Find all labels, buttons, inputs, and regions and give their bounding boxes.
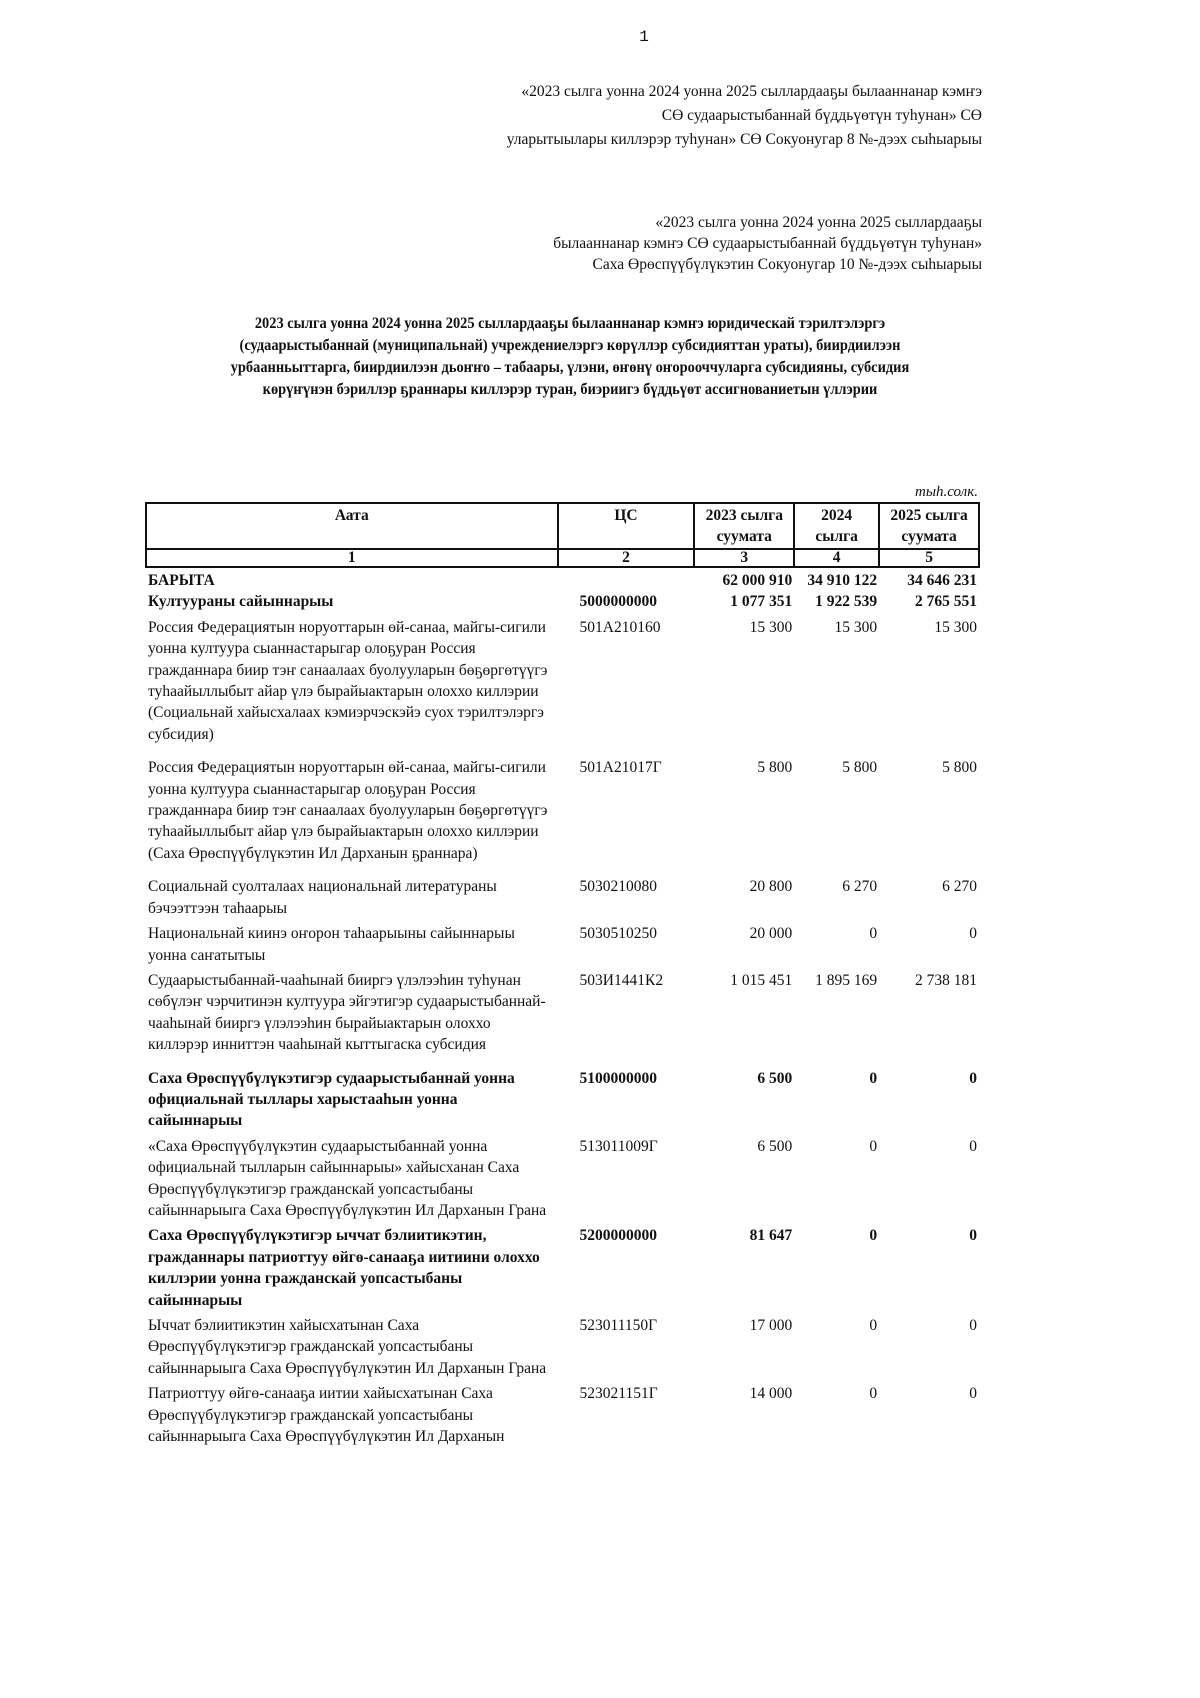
header-2024-line2: сылга xyxy=(815,528,858,545)
table-row xyxy=(146,617,979,757)
row-2025: 6 270 xyxy=(942,878,977,896)
row-name: БАРЫТА xyxy=(148,572,215,589)
row-2023: 17 000 xyxy=(749,1317,793,1334)
row-code: 523011150Г xyxy=(579,1317,658,1334)
row-2025: 0 xyxy=(969,1385,977,1403)
row-2025: 2 738 181 xyxy=(915,971,977,989)
approval-line: «2023 сылга уонна 2024 уонна 2025 сыллардааҕы былааннанар кэмҥэ xyxy=(521,83,982,100)
row-2024: 0 xyxy=(869,1069,878,1087)
row-name: «Саха Өрөспүүбүлүкэтин судаарыстыбаннай уонна официальнай тылларын сайыннарыы» хайысханан Саха Өрөспүүбүлүкэтигэр гражданскай уопсастыбаны сайыннарыыга Саха Өрөспүүбүлүкэтин Ил Дарханын Грана xyxy=(148,1137,547,1219)
table-header-row xyxy=(146,503,979,549)
row-code: 523021151Г xyxy=(579,1385,658,1403)
row-2025: 0 xyxy=(969,1227,977,1245)
table-row-section xyxy=(146,1068,979,1136)
row-2024: 15 300 xyxy=(834,618,878,636)
row-name: Саха Өрөспүүбүлүкэтигэр ыччат бэлиитикэтин, гражданнары патриоттуу өйгө-санааҕа иитиини олоххо киллэрии уонна гражданскай уопсастыбаны сайыннарыы xyxy=(148,1227,540,1309)
table-row-section xyxy=(146,591,979,616)
row-2023: 81 647 xyxy=(749,1227,793,1245)
row-2025: 0 xyxy=(969,1069,977,1087)
row-2024: 0 xyxy=(869,1137,878,1155)
row-2023: 15 300 xyxy=(749,618,793,636)
column-number: 1 xyxy=(146,549,558,567)
approval-line: Саха Өрөспүүбүлүкэтин Сокуонугар 10 №-дээх сыһыарыы xyxy=(592,256,982,273)
row-2024: 1 922 539 xyxy=(815,593,878,611)
row-2023: 20 000 xyxy=(749,925,793,943)
approval-note-law-8 xyxy=(507,80,982,152)
table-row-total xyxy=(146,567,979,591)
row-name: Социальнай суолталаах национальнай литератураны бэчээттээн таһаарыы xyxy=(148,878,497,917)
table-row-section xyxy=(146,1225,979,1315)
header-code: ЦС xyxy=(558,503,695,549)
row-name: Россия Федерациятын норуоттарын өй-санаа, майгы-сигили уонна култуура сыаннастарыгар олоҕуран Россия гражданнара биир тэҥ санаалаах буолууларын бөҕөргөтүүгэ туһаайыллыбыт айар үлэ бырайыактарын олоххо киллэрии (Саха Өрөспүүбүлүкэтин Ил Дарханын ҕраннара) xyxy=(148,759,548,862)
row-2024: 0 xyxy=(869,1385,878,1403)
row-2024: 0 xyxy=(869,925,878,943)
row-name: Ыччат бэлиитикэтин хайысхатынан Саха Өрөспүүбүлүкэтигэр гражданскай уопсастыбаны сайыннарыыга Саха Өрөспүүбүлүкэтин Ил Дарханын Грана xyxy=(148,1317,547,1377)
row-2023: 5 800 xyxy=(757,759,793,777)
header-2024-line1: 2024 xyxy=(821,507,853,524)
header-2024 xyxy=(794,503,879,549)
column-number: 2 xyxy=(558,549,695,567)
row-2023: 1 015 451 xyxy=(730,971,793,989)
row-2025: 0 xyxy=(969,925,977,943)
row-2025: 15 300 xyxy=(934,618,977,636)
row-2025: 2 765 551 xyxy=(915,593,977,611)
row-name: Саха Өрөспүүбүлүкэтигэр судаарыстыбаннай уонна официальнай тыллары харыстааһын уонна сайыннарыы xyxy=(148,1069,515,1130)
table-row xyxy=(146,876,979,923)
table-row xyxy=(146,1136,979,1226)
row-2024: 6 270 xyxy=(842,878,878,896)
row-name: Судаарыстыбаннай-чааһынай бииргэ үлэлээһин туһунан сөбүлэҥ чэрчитинэн култуура эйгэтигэр судаарыстыбаннай-чааһынай бииргэ үлэлээһин бырайыактарын олоххо киллэрэр инниттэн чааһынай кыттыгаска субсидия xyxy=(148,971,546,1054)
table-row xyxy=(146,923,979,970)
column-number: 5 xyxy=(879,549,979,567)
row-name: Национальнай киинэ оҥорон таһаарыыны сайыннарыы уонна саҥатытыы xyxy=(148,925,515,964)
row-name: Россия Федерациятын норуоттарын өй-санаа, майгы-сигили уонна култуура сыаннастарыгар олоҕуран Россия гражданнара биир тэҥ санаалаах буолууларын бөҕөргөтүүгэ туһаайыллыбыт айар үлэ бырайыактарын олоххо киллэрии (Социальнай хайысхалаах кэмиэрчэскэйэ суох тэрилтэлэргэ субсидия) xyxy=(148,618,548,743)
approval-note-law-10 xyxy=(553,212,982,275)
header-2025-line1: 2025 сылга xyxy=(890,507,968,524)
header-2025 xyxy=(879,503,979,549)
row-2023: 14 000 xyxy=(749,1385,793,1403)
column-number: 4 xyxy=(794,549,879,567)
row-2024: 0 xyxy=(869,1227,878,1245)
row-code: 5200000000 xyxy=(579,1227,658,1245)
row-2025: 0 xyxy=(969,1317,977,1334)
title-line: урбаанньыттарга, биирдиилээн дьоҥҥо – табаары, үлэни, өҥөнү оҥорооччуларга субсидияны, субсидия xyxy=(230,359,910,376)
row-2023: 1 077 351 xyxy=(730,593,793,611)
approval-line: былааннанар кэмҥэ СӨ судаарыстыбаннай бүддьүөтүн туһунан» xyxy=(553,235,982,252)
row-2023: 20 800 xyxy=(749,878,793,896)
row-2025: 5 800 xyxy=(942,759,977,777)
title-line: көрүҥүнэн бэриллэр ҕраннары киллэрэр туран, биэриигэ бүддьүөт ассигнованиетын үллэрии xyxy=(262,381,878,398)
header-2023-line2: суумата xyxy=(716,528,772,545)
row-code: 5030210080 xyxy=(579,878,658,896)
document-title xyxy=(170,313,970,401)
title-line: 2023 сылга уонна 2024 уонна 2025 сыллардааҕы былааннанар кэмҥэ юридическай тэрилтэлэргэ xyxy=(254,315,886,332)
units-label: тыһ.солк. xyxy=(915,484,978,500)
column-number-row xyxy=(146,549,979,567)
column-number: 3 xyxy=(694,549,794,567)
header-2025-line2: суумата xyxy=(901,528,957,545)
row-code: 501А21017Г xyxy=(579,759,662,777)
row-2025: 0 xyxy=(969,1137,977,1155)
title-line: (судаарыстыбаннай (муниципальнай) учреждениелэргэ көрүллэр субсидияттан ураты), биирдиилээн xyxy=(239,337,901,354)
page-number: 1 xyxy=(639,28,649,46)
row-code: 5100000000 xyxy=(579,1069,658,1087)
row-2024: 34 910 122 xyxy=(807,572,878,589)
row-name: Култуураны сайыннарыы xyxy=(148,593,334,611)
row-name: Патриоттуу өйгө-санааҕа иитии хайысхатынан Саха Өрөспүүбүлүкэтигэр гражданскай уопсастыбаны сайыннарыыга Саха Өрөспүүбүлүкэтин Ил Дарханын xyxy=(148,1385,505,1446)
row-2023: 6 500 xyxy=(757,1137,793,1155)
approval-line: «2023 сылга уонна 2024 уонна 2025 сыллардааҕы xyxy=(655,214,982,231)
header-2023-line1: 2023 сылга xyxy=(705,507,783,524)
table-row xyxy=(146,1315,979,1383)
table-row xyxy=(146,1383,979,1447)
table-row xyxy=(146,757,979,876)
approval-line: уларытыылары киллэрэр туһунан» СӨ Сокуонугар 8 №-дээх сыһыарыы xyxy=(506,131,982,148)
row-code: 5030510250 xyxy=(579,925,658,943)
row-code: 501А210160 xyxy=(579,618,661,636)
budget-allocation-table xyxy=(145,502,980,1447)
row-code xyxy=(558,567,695,591)
row-2025: 34 646 231 xyxy=(907,572,977,589)
row-code: 513011009Г xyxy=(579,1137,658,1155)
table-row xyxy=(146,970,979,1068)
approval-line: СӨ судаарыстыбаннай бүддьүөтүн туһунан» СӨ xyxy=(661,107,982,124)
row-2023: 6 500 xyxy=(757,1069,793,1087)
row-2024: 1 895 169 xyxy=(815,971,878,989)
header-name: Аата xyxy=(146,503,558,549)
header-2023 xyxy=(694,503,794,549)
row-2024: 5 800 xyxy=(842,759,878,777)
row-code: 503И1441К2 xyxy=(579,971,664,989)
row-2023: 62 000 910 xyxy=(722,572,793,589)
row-2024: 0 xyxy=(869,1317,878,1334)
row-code: 5000000000 xyxy=(579,593,658,611)
